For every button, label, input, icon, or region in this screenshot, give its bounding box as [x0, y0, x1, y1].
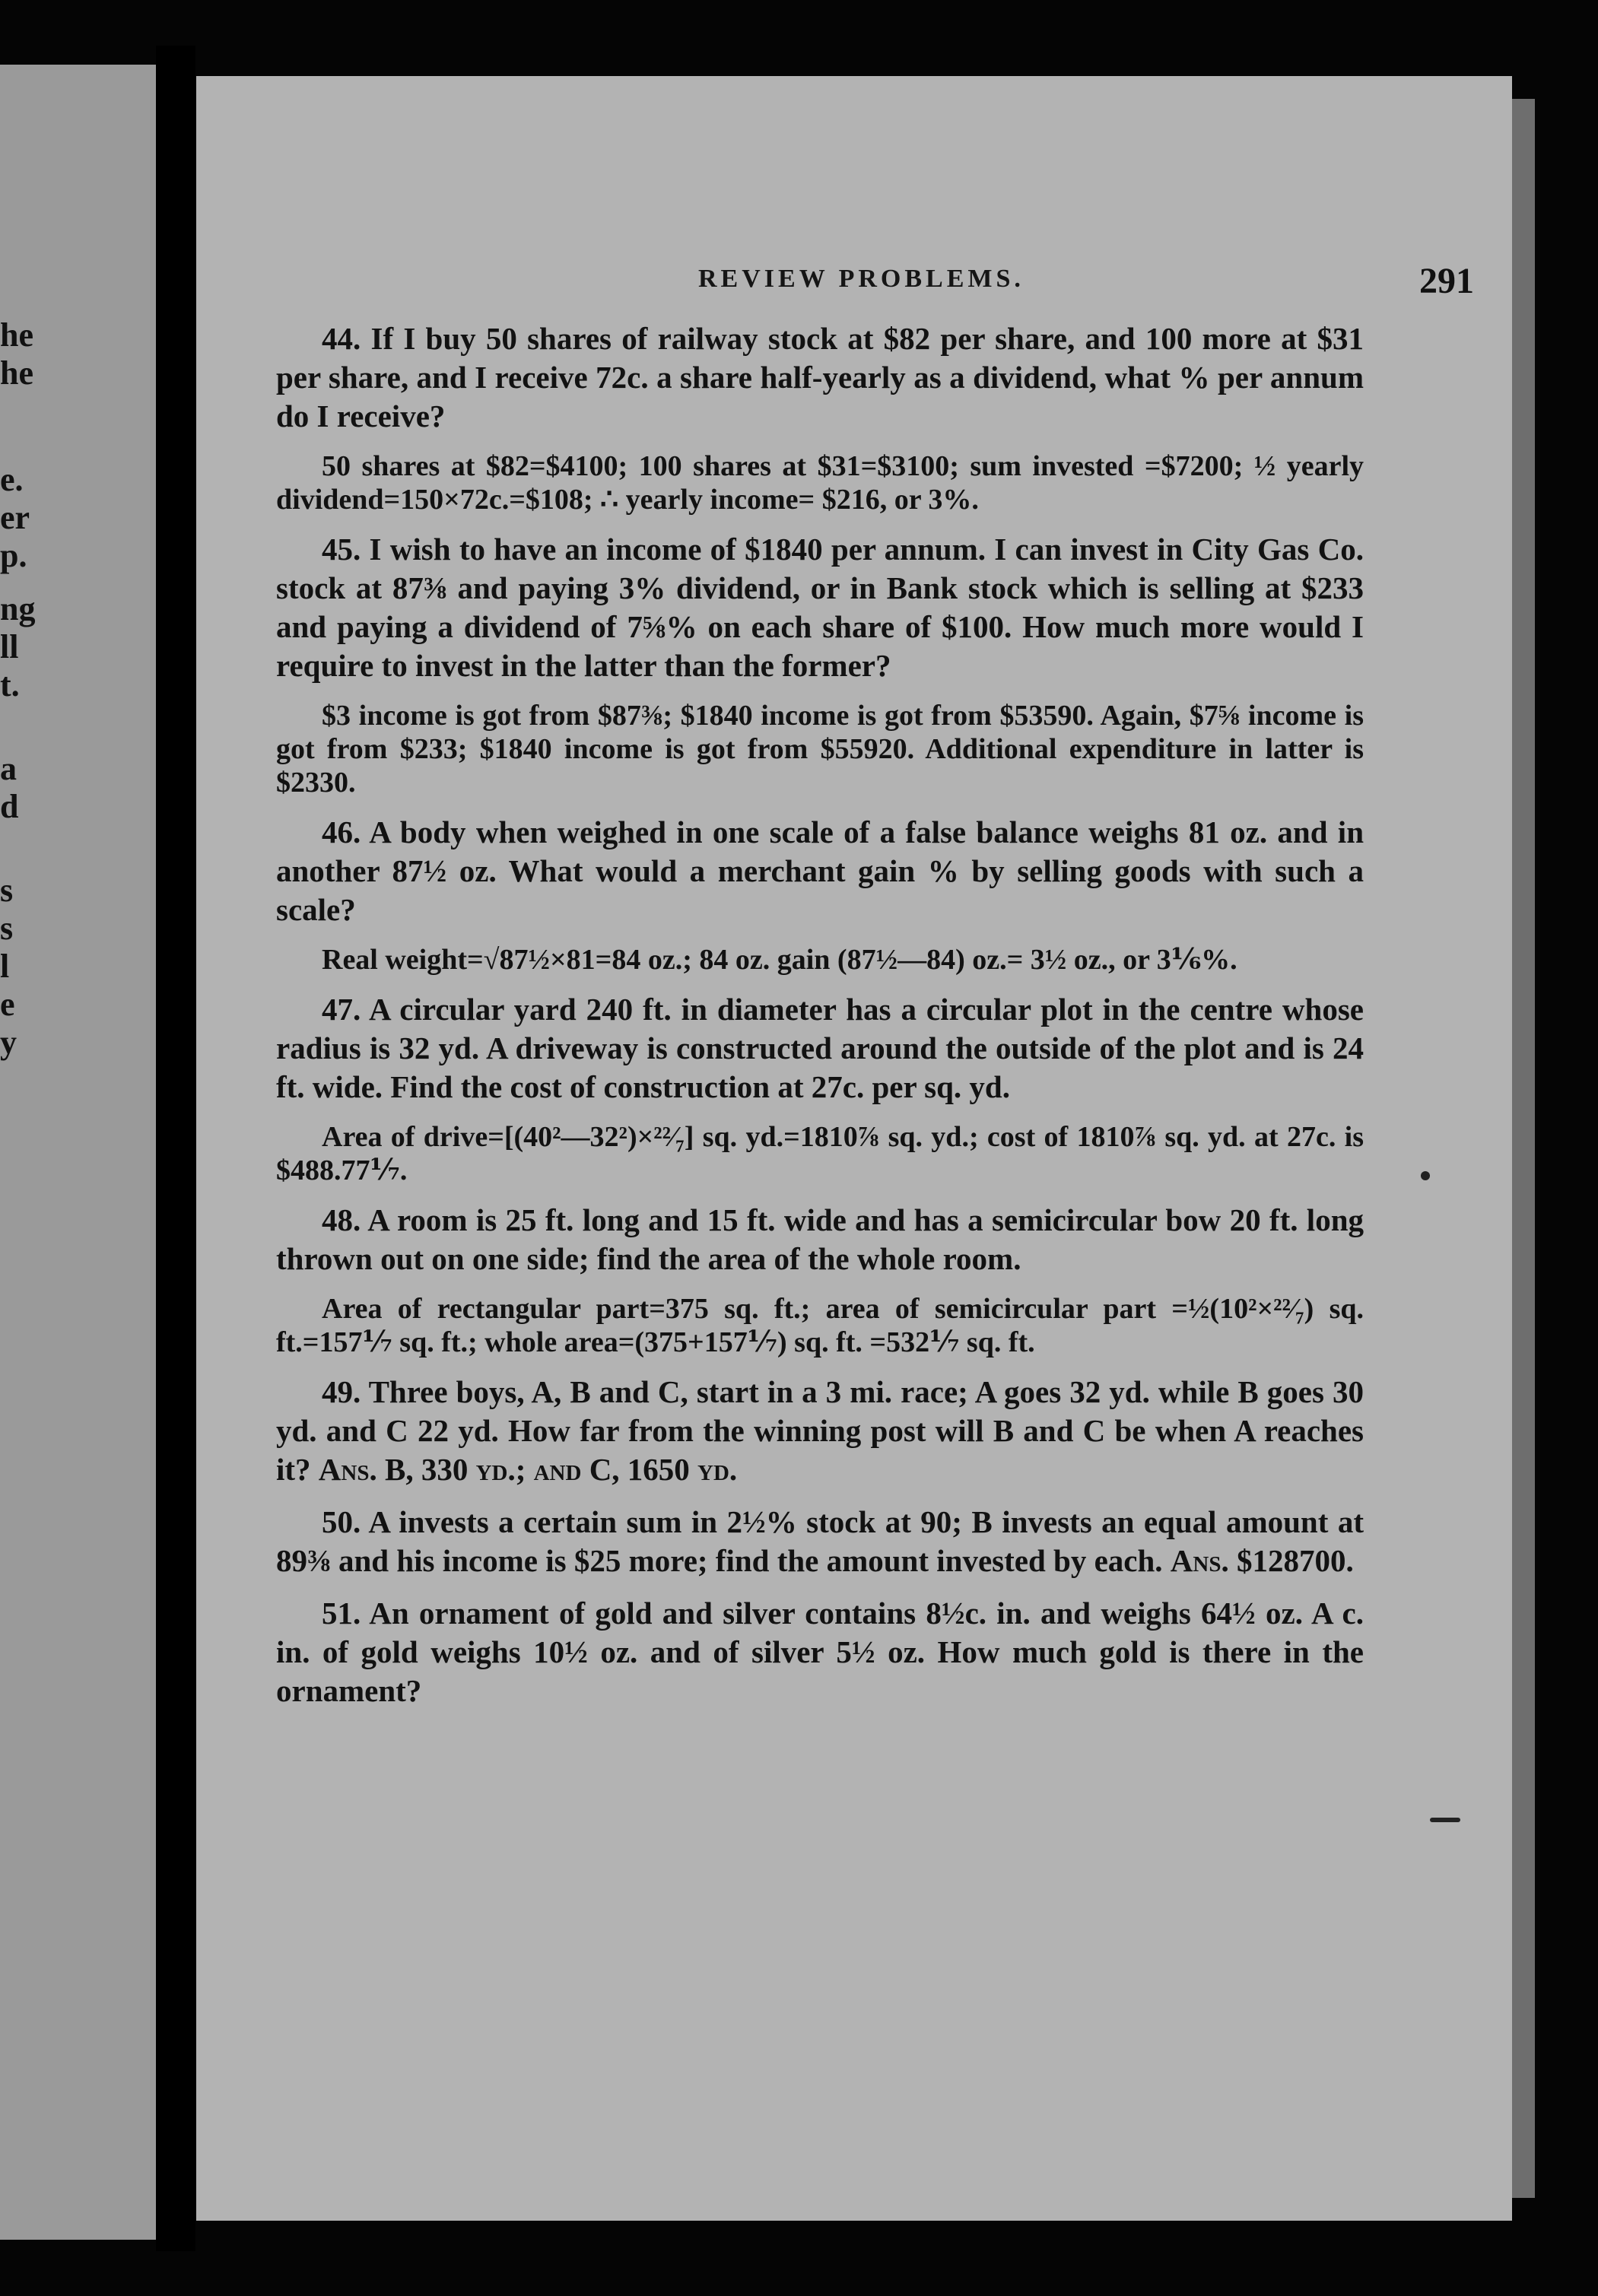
facing-page-fragment: e	[0, 986, 15, 1023]
facing-page-fragment: a	[0, 750, 17, 787]
solution-44: 50 shares at $82=$4100; 100 shares at $31=$3100; sum invested =$7200; ½ yearly dividend=150×72c.=$108; ∴ yearly income= $216, or 3%.	[276, 450, 1364, 516]
facing-page-fragment: t.	[0, 666, 20, 703]
answer-50: Ans. $128700.	[1170, 1543, 1354, 1578]
problem-47: 47. A circular yard 240 ft. in diameter has a circular plot in the centre whose radius is 32 yd. A driveway is constructed around the outside of the plot and is 24 ft. wide. Find the cost of construction at 27c. per sq. yd.	[276, 992, 1364, 1104]
facing-page-fragment: p.	[0, 537, 27, 574]
facing-page-fragment: y	[0, 1024, 17, 1061]
facing-page-fragment: s	[0, 910, 14, 947]
page-number: 291	[1419, 261, 1474, 301]
problem-44: 44. If I buy 50 shares of railway stock at $82 per share, and 100 more at $31 per share, and I receive 72c. a share half-yearly as a dividend, what % per annum do I receive?	[276, 321, 1364, 433]
running-title: REVIEW PROBLEMS.	[698, 265, 1025, 293]
problems-list	[276, 319, 1364, 1724]
facing-page-fragment: he	[0, 316, 33, 354]
page-edge-shadow	[1512, 99, 1535, 2198]
solution-46: Real weight=√87½×81=84 oz.; 84 oz. gain (87½—84) oz.= 3½ oz., or 3⅙%.	[322, 944, 1237, 976]
problem-51: 51. An ornament of gold and silver contains 8½c. in. and weighs 64½ oz. A c. in. of gold weighs 10½ oz. and of silver 5½ oz. How much gold is there in the ornament?	[276, 1596, 1364, 1708]
facing-page-fragment: he	[0, 354, 33, 392]
facing-page-fragment: s	[0, 872, 14, 909]
solution-47: Area of drive=[(40²—32²)×²²⁄₇] sq. yd.=1810⅞ sq. yd.; cost of 1810⅞ sq. yd. at 27c. is $488.77⅐.	[276, 1121, 1364, 1186]
page-header	[196, 261, 1512, 318]
facing-page-fragment: ng	[0, 590, 36, 627]
solution-48: Area of rectangular part=375 sq. ft.; area of semicircular part =½(10²×²²⁄₇) sq. ft.=157⅐ sq. ft.; whole area=(375+157⅐) sq. ft. =532⅐ sq. ft.	[276, 1293, 1364, 1358]
scan-speck	[1430, 1818, 1460, 1822]
facing-page-fragment: d	[0, 788, 19, 825]
problem-48: 48. A room is 25 ft. long and 15 ft. wide and has a semicircular bow 20 ft. long thrown out on one side; find the area of the whole room.	[276, 1202, 1364, 1276]
facing-page-edge	[0, 65, 156, 2240]
facing-page-fragment: e.	[0, 461, 24, 498]
facing-page-fragment: er	[0, 499, 30, 536]
facing-page-fragment: ll	[0, 628, 19, 665]
problem-49-text: 49. Three boys, A, B and C, start in a 3 mi. race; A goes 32 yd. while B goes 30 yd. and C 22 yd. How far from the winning post will B and C be when A reaches it?	[276, 1374, 1364, 1487]
problem-50-text: 50. A invests a certain sum in 2½% stock at 90; B invests an equal amount at 89⅜ and his income is $25 more; find the amount invested by each.	[276, 1504, 1364, 1578]
problem-45: 45. I wish to have an income of $1840 per annum. I can invest in City Gas Co. stock at 87⅜ and paying 3% dividend, or in Bank stock which is selling at $233 and paying a dividend of 7⅝% on each share of $100. How much more would I require to invest in the latter than the former?	[276, 532, 1364, 683]
problem-50	[276, 1503, 1364, 1580]
book-page	[196, 76, 1512, 2221]
facing-page-fragment: l	[0, 948, 10, 985]
problem-49	[276, 1373, 1364, 1489]
book-gutter	[156, 46, 195, 2251]
solution-45: $3 income is got from $87⅜; $1840 income is got from $53590. Again, $7⅝ income is got from $233; $1840 income is got from $55920. Additional expenditure in latter is $2330.	[276, 700, 1364, 799]
answer-49: Ans. B, 330 yd.; and C, 1650 yd.	[318, 1452, 738, 1487]
scan-speck	[1421, 1171, 1430, 1180]
problem-46: 46. A body when weighed in one scale of a false balance weighs 81 oz. and in another 87½ oz. What would a merchant gain % by selling goods with such a scale?	[276, 815, 1364, 927]
